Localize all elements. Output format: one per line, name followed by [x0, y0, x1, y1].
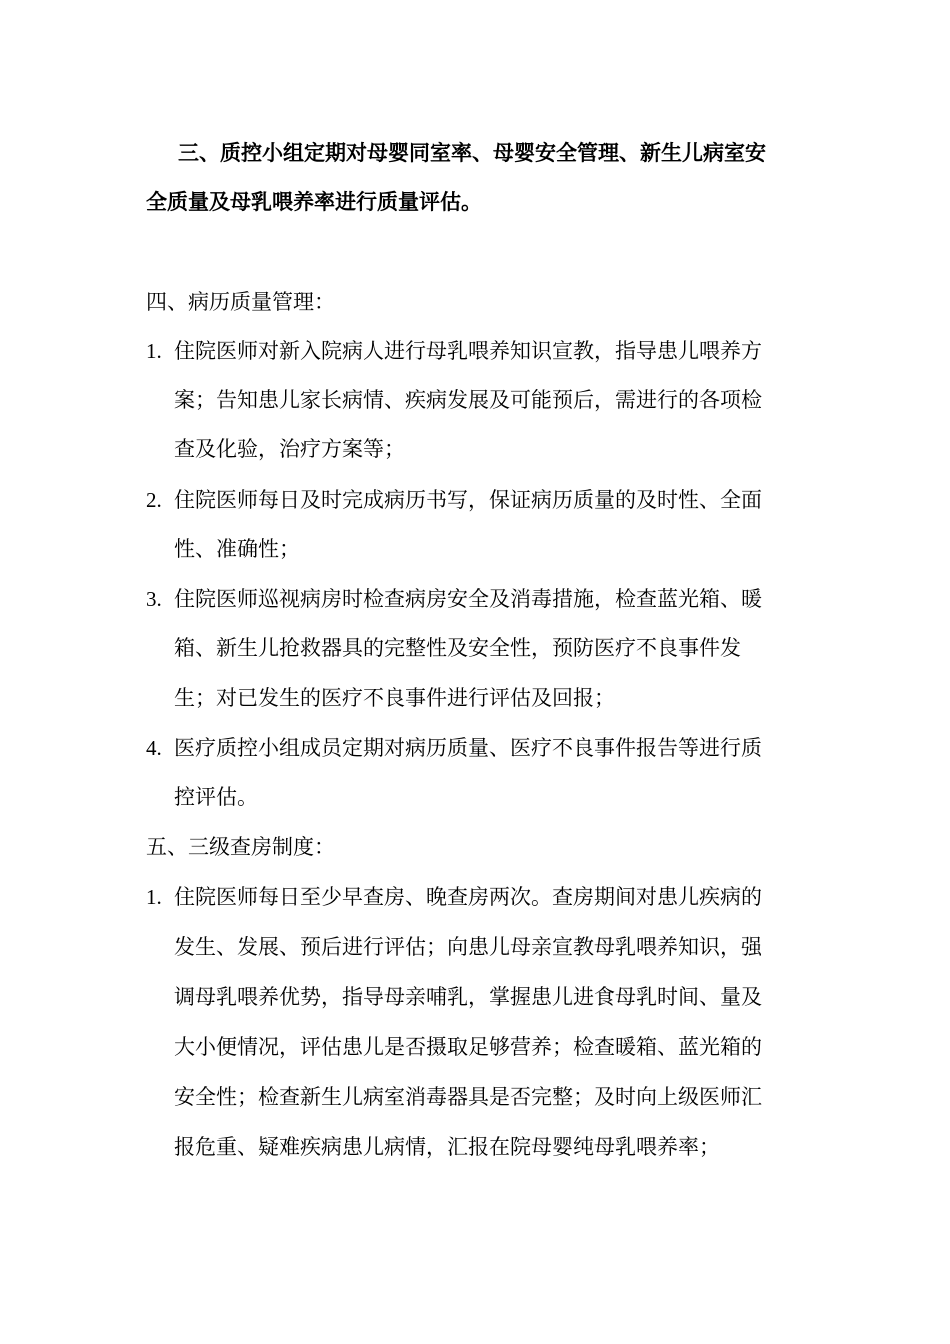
- section4-item-2-line-1: [146, 485, 762, 515]
- section4-heading: 四、病历质量管理：: [146, 290, 335, 314]
- list-item-text: 住院医师每日至少早查房、晚查房两次。查房期间对患儿疾病的: [174, 885, 762, 909]
- section4-item-1-line-3: 查及化验，治疗方案等；: [174, 437, 405, 461]
- list-item-number: 1.: [146, 885, 162, 909]
- section5-item-1-line-4: 大小便情况，评估患儿是否摄取足够营养；检查暖箱、蓝光箱的: [174, 1035, 762, 1059]
- section3-line-1: 三、质控小组定期对母婴同室率、母婴安全管理、新生儿病室安: [178, 140, 766, 165]
- list-item-number: 3.: [146, 587, 162, 611]
- section3-line-2: 全质量及母乳喂养率进行质量评估。: [146, 189, 482, 214]
- list-item-text: 医疗质控小组成员定期对病历质量、医疗不良事件报告等进行质: [174, 736, 762, 760]
- section5-item-1-line-6: 报危重、疑难疾病患儿病情，汇报在院母婴纯母乳喂养率；: [174, 1135, 720, 1159]
- section5-item-1-line-5: 安全性；检查新生儿病室消毒器具是否完整；及时向上级医师汇: [174, 1085, 762, 1109]
- list-item-text: 住院医师对新入院病人进行母乳喂养知识宣教，指导患儿喂养方: [174, 339, 762, 363]
- section4-item-2-line-2: 性、准确性；: [174, 537, 300, 561]
- section5-heading: 五、三级查房制度：: [146, 835, 335, 859]
- section4-item-3-line-2: 箱、新生儿抢救器具的完整性及安全性，预防医疗不良事件发: [174, 636, 741, 660]
- list-item-number: 4.: [146, 736, 162, 760]
- section4-item-1-line-1: [146, 336, 762, 366]
- section4-item-3-line-3: 生；对已发生的医疗不良事件进行评估及回报；: [174, 686, 615, 710]
- section5-item-1-line-2: 发生、发展、预后进行评估；向患儿母亲宣教母乳喂养知识，强: [174, 935, 762, 959]
- section4-item-4-line-2: 控评估。: [174, 785, 258, 809]
- section5-item-1-line-3: 调母乳喂养优势，指导母亲哺乳，掌握患儿进食母乳时间、量及: [174, 985, 762, 1009]
- list-item-number: 2.: [146, 488, 162, 512]
- section4-item-1-line-2: 案；告知患儿家长病情、疾病发展及可能预后，需进行的各项检: [174, 388, 762, 412]
- section5-item-1-line-1: [146, 882, 762, 912]
- list-item-number: 1.: [146, 339, 162, 363]
- section4-item-3-line-1: [146, 584, 762, 614]
- section4-item-4-line-1: [146, 733, 762, 763]
- list-item-text: 住院医师巡视病房时检查病房安全及消毒措施，检查蓝光箱、暖: [174, 587, 762, 611]
- list-item-text: 住院医师每日及时完成病历书写，保证病历质量的及时性、全面: [174, 488, 762, 512]
